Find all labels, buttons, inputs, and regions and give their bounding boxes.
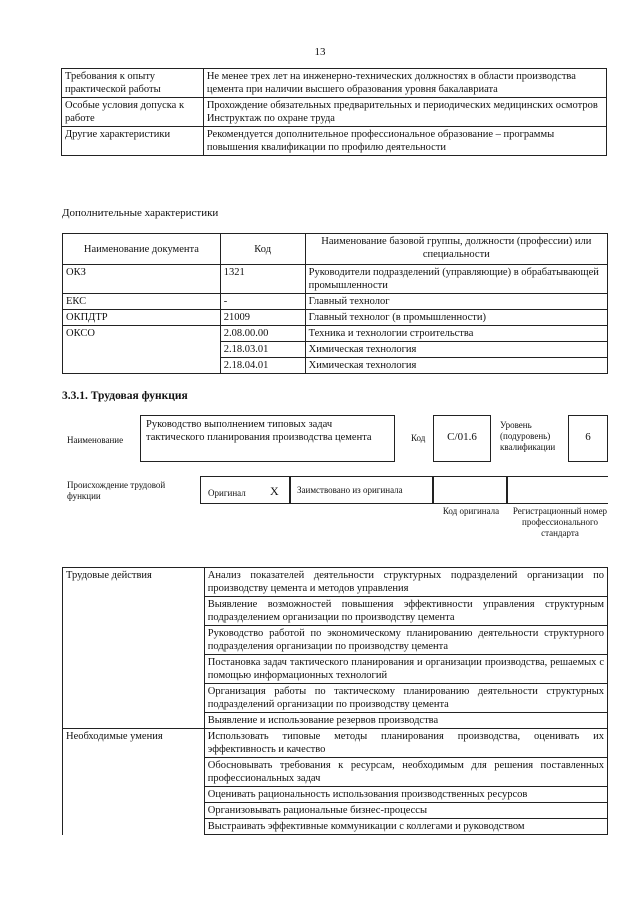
- origin-label: Происхождение трудовой функции: [67, 480, 166, 501]
- origin-original-mark: X: [270, 484, 279, 498]
- function-code-value: C/01.6: [447, 431, 477, 443]
- cell-name: Руководители подразделений (управляющие) в обрабатывающей промышленности: [305, 265, 607, 294]
- action-item: Постановка задач тактического планирования и организации производства, решаемых с помощью информационных технологий: [204, 655, 607, 684]
- row-value-line: Инструктаж по охране труда: [206, 113, 335, 124]
- cell-code: 2.18.04.01: [220, 358, 305, 374]
- table-header-row: [63, 234, 608, 265]
- table-row: [63, 326, 608, 342]
- cell-code: 2.18.03.01: [220, 342, 305, 358]
- name-label: Наименование: [67, 435, 124, 445]
- skills-label: Необходимые умения: [63, 729, 205, 835]
- level-value: 6: [585, 431, 591, 443]
- cell-doc: ОКЗ: [63, 265, 221, 294]
- code-label: Код: [411, 433, 426, 443]
- action-item: Анализ показателей деятельности структурных подразделений организации по производству цемента и методов управления: [204, 568, 607, 597]
- table-row: [63, 729, 608, 758]
- table-row: [63, 294, 608, 310]
- cell-code: 1321: [220, 265, 305, 294]
- row-value: Не менее трех лет на инженерно-технических должностях в области производства цемента при наличии высшего образования уровня бакалавриата: [203, 69, 606, 98]
- table-row: [63, 310, 608, 326]
- row-value-line: Прохождение обязательных предварительных и периодических медицинских осмотров: [206, 100, 598, 111]
- level-label: Уровень (подуровень) квалификации: [500, 420, 556, 452]
- cell-name: Главный технолог: [305, 294, 607, 310]
- header-doc: Наименование документа: [63, 234, 221, 265]
- origin-borrowed-label: Заимствовано из оригинала: [297, 485, 403, 495]
- table-row: [62, 98, 607, 127]
- action-item: Выявление и использование резервов производства: [204, 713, 607, 729]
- cell-doc: ЕКС: [63, 294, 221, 310]
- table-row: [63, 265, 608, 294]
- skill-item: Организовывать рациональные бизнес-процессы: [204, 803, 607, 819]
- cell-name: Главный технолог (в промышленности): [305, 310, 607, 326]
- origin-code-box: [433, 476, 507, 504]
- actions-label: Трудовые действия: [63, 568, 205, 729]
- cell-name: Техника и технологии строительства: [305, 326, 607, 342]
- row-label: Требования к опыту практической работы: [62, 69, 204, 98]
- additional-title: Дополнительные характеристики: [62, 207, 219, 219]
- origin-reg-caption: Регистрационный номер профессионального стандарта: [512, 506, 608, 538]
- function-name-value: Руководство выполнением типовых задач тактического планирования производства цемента: [146, 419, 372, 443]
- row-label: Другие характеристики: [62, 127, 204, 156]
- section-title: 3.3.1. Трудовая функция: [62, 390, 188, 402]
- skill-item: Оценивать рациональность использования производственных ресурсов: [204, 787, 607, 803]
- cell-code: 21009: [220, 310, 305, 326]
- row-label: Особые условия допуска к работе: [62, 98, 204, 127]
- origin-reg-box: [507, 476, 608, 504]
- skill-item: Выстраивать эффективные коммуникации с коллегами и руководством: [204, 819, 607, 835]
- cell-code: 2.08.00.00: [220, 326, 305, 342]
- additional-table: [62, 233, 608, 374]
- cell-doc: ОКПДТР: [63, 310, 221, 326]
- requirements-table: [61, 68, 607, 156]
- skill-item: Использовать типовые методы планирования производства, оценивать их эффективность и качество: [204, 729, 607, 758]
- page-number: 13: [314, 46, 326, 58]
- cell-name: Химическая технология: [305, 358, 607, 374]
- action-item: Руководство работой по экономическому планированию деятельности структурного подразделения организации по производству цемента: [204, 626, 607, 655]
- table-row: [63, 568, 608, 597]
- action-item: Выявление возможностей повышения эффективности управления структурным подразделением организации по производству цемента: [204, 597, 607, 626]
- row-value: [203, 98, 606, 127]
- header-code: Код: [220, 234, 305, 265]
- origin-code-caption: Код оригинала: [442, 506, 500, 516]
- action-item: Организация работы по тактическому планированию деятельности структурных подразделений организации по производству цемента: [204, 684, 607, 713]
- origin-original-label: Оригинал: [208, 488, 246, 498]
- header-name: Наименование базовой группы, должности (профессии) или специальности: [305, 234, 607, 265]
- table-row: [62, 69, 607, 98]
- actions-table: [62, 567, 608, 835]
- cell-doc: ОКСО: [63, 326, 221, 374]
- cell-name: Химическая технология: [305, 342, 607, 358]
- row-value: Рекомендуется дополнительное профессиональное образование – программы повышения квалификации по профилю деятельности: [203, 127, 606, 156]
- cell-code: -: [220, 294, 305, 310]
- table-row: [62, 127, 607, 156]
- skill-item: Обосновывать требования к ресурсам, необходимым для решения поставленных профессиональных задач: [204, 758, 607, 787]
